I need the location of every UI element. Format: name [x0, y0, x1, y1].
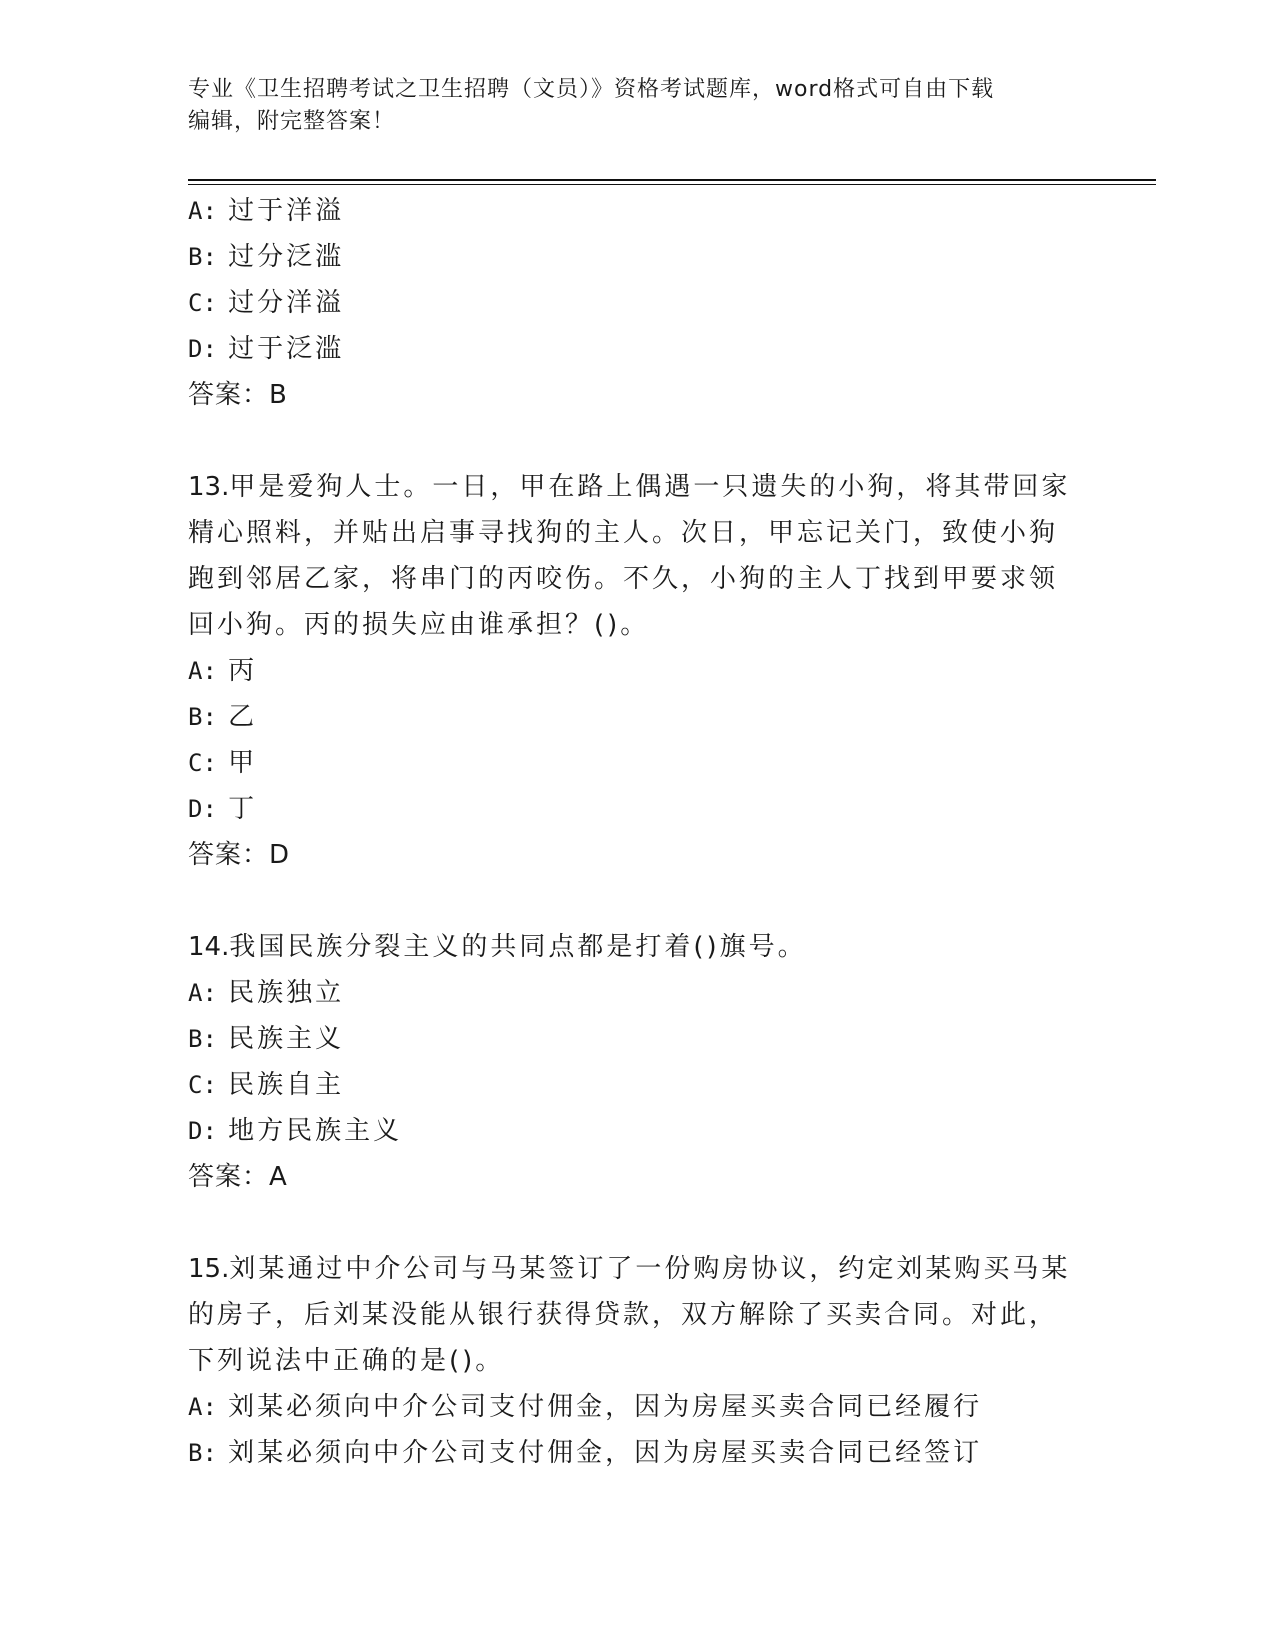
question-text-line: 精心照料，并贴出启事寻找狗的主人。次日，甲忘记关门，致使小狗 [188, 518, 1059, 548]
option-text: 过于泛滥 [228, 334, 345, 364]
answer-label: 答案： [188, 1162, 270, 1192]
option-letter: C: [188, 1071, 217, 1099]
question-number: 13. [188, 472, 230, 502]
answer-line [188, 372, 1088, 418]
question-text-line [188, 464, 1088, 510]
option-text: 丙 [228, 656, 258, 686]
option-text: 刘某必须向中介公司支付佣金，因为房屋买卖合同已经履行 [228, 1392, 983, 1422]
option-letter: A: [188, 657, 217, 685]
question-14 [188, 924, 1088, 1200]
question-text-line [188, 1246, 1088, 1292]
spacer [188, 878, 1088, 924]
option-letter: B: [188, 1439, 217, 1467]
option-letter: D: [188, 335, 217, 363]
option-text: 地方民族主义 [228, 1116, 403, 1146]
question-text-line: 的房子，后刘某没能从银行获得贷款，双方解除了买卖合同。对此， [188, 1300, 1059, 1330]
header-rule-thin [188, 184, 1156, 185]
option-b [188, 234, 1088, 280]
question-number: 14. [188, 932, 230, 962]
option-a [188, 970, 1088, 1016]
option-letter: A: [188, 1393, 217, 1421]
option-d [188, 326, 1088, 372]
option-text: 刘某必须向中介公司支付佣金，因为房屋买卖合同已经签订 [228, 1438, 983, 1468]
option-text: 过分洋溢 [228, 288, 345, 318]
option-letter: A: [188, 197, 217, 225]
option-text: 乙 [228, 702, 258, 732]
option-letter: C: [188, 749, 217, 777]
spacer [188, 418, 1088, 464]
answer-label: 答案： [188, 380, 270, 410]
question-12 [188, 188, 1088, 418]
option-a [188, 1384, 1088, 1430]
option-letter: B: [188, 243, 217, 271]
option-c [188, 1062, 1088, 1108]
spacer [188, 1200, 1088, 1246]
question-text-line: 回小狗。丙的损失应由谁承担？()。 [188, 610, 650, 640]
option-b [188, 1016, 1088, 1062]
option-text: 民族自主 [228, 1070, 345, 1100]
option-text: 民族主义 [228, 1024, 345, 1054]
option-text: 过分泛滥 [228, 242, 345, 272]
question-text-line: 下列说法中正确的是()。 [188, 1346, 505, 1376]
header-rule-thick [188, 179, 1156, 181]
header-line-2: 编辑，附完整答案！ [188, 109, 396, 134]
question-text-line [188, 924, 1088, 970]
option-b [188, 1430, 1088, 1476]
option-a [188, 188, 1088, 234]
option-letter: D: [188, 795, 217, 823]
answer-value: A [269, 1162, 288, 1192]
question-text-line: 跑到邻居乙家，将串门的丙咬伤。不久，小狗的主人丁找到甲要求领 [188, 564, 1059, 594]
option-c [188, 740, 1088, 786]
document-header [188, 74, 1088, 138]
answer-line [188, 1154, 1088, 1200]
question-text: 我国民族分裂主义的共同点都是打着()旗号。 [229, 932, 807, 962]
option-d [188, 786, 1088, 832]
option-letter: D: [188, 1117, 217, 1145]
option-letter: B: [188, 703, 217, 731]
question-15 [188, 1246, 1088, 1476]
option-d [188, 1108, 1088, 1154]
answer-value: B [269, 380, 288, 410]
option-letter: A: [188, 979, 217, 1007]
option-text: 过于洋溢 [228, 196, 345, 226]
option-letter: C: [188, 289, 217, 317]
answer-label: 答案： [188, 840, 270, 870]
question-text: 刘某通过中介公司与马某签订了一份购房协议，约定刘某购买马某 [229, 1254, 1071, 1284]
option-text: 甲 [228, 748, 258, 778]
answer-line [188, 832, 1088, 878]
option-c [188, 280, 1088, 326]
question-number: 15. [188, 1254, 230, 1284]
option-text: 丁 [228, 794, 258, 824]
document-body [188, 188, 1088, 1476]
option-b [188, 694, 1088, 740]
option-a [188, 648, 1088, 694]
option-letter: B: [188, 1025, 217, 1053]
answer-value: D [269, 840, 291, 870]
question-13 [188, 464, 1088, 878]
option-text: 民族独立 [228, 978, 345, 1008]
header-line-1: 专业《卫生招聘考试之卫生招聘（文员）》资格考试题库，word格式可自由下载 [188, 77, 995, 102]
question-text: 甲是爱狗人士。一日，甲在路上偶遇一只遗失的小狗，将其带回家 [229, 472, 1071, 502]
